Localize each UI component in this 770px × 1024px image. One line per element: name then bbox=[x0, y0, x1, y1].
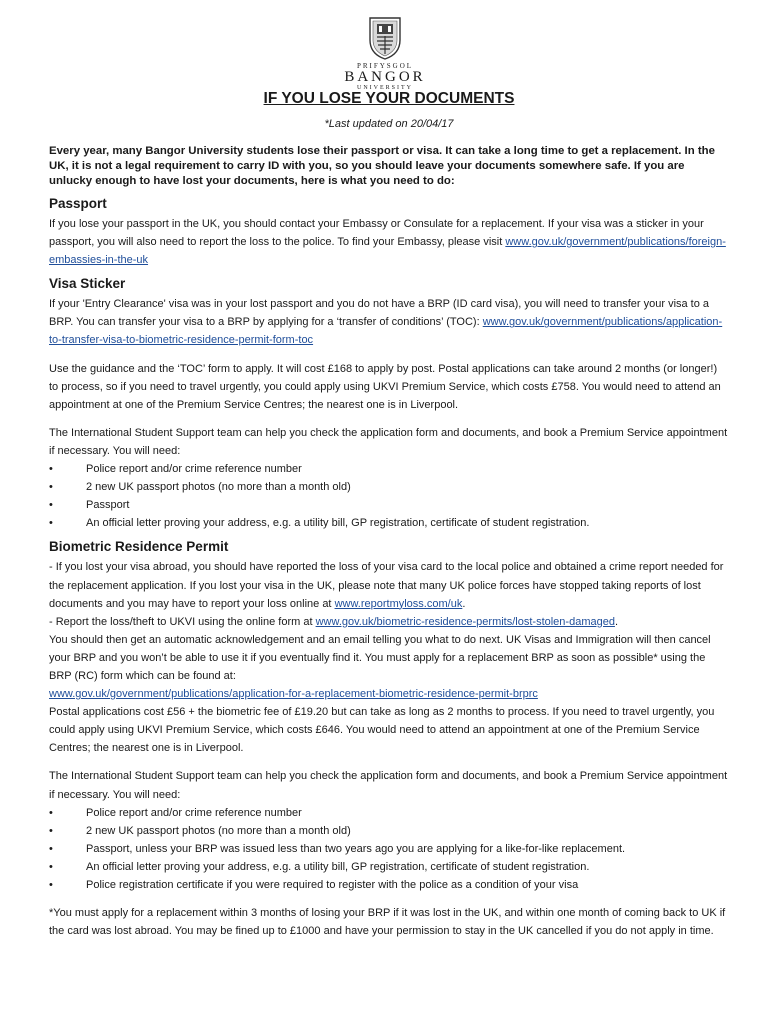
brp-text-2: - Report the loss/theft to UKVI using the online form at bbox=[49, 615, 313, 628]
university-logo bbox=[330, 16, 440, 91]
visa-paragraph-1 bbox=[49, 295, 729, 349]
list-item: • Police registration certificate if you were required to register with the police as a condition of your visa bbox=[49, 876, 729, 894]
page-title: IF YOU LOSE YOUR DOCUMENTS bbox=[263, 90, 515, 107]
visa-text-1: If your 'Entry Clearance' visa was in your lost passport and you do not have a BRP (ID card visa), you will need to transfer your visa to a BRP. You can transfer your visa to a BRP by applying for a ‘transfer of conditions’ (TOC): bbox=[49, 298, 710, 329]
bullet-icon: • bbox=[49, 824, 53, 837]
list-item: • Police report and/or crime reference number bbox=[49, 804, 729, 822]
brp-paragraph-2: The International Student Support team can help you check the application form and documents, and book a Premium Service appointment if necessary. You will need: bbox=[49, 770, 728, 801]
passport-paragraph bbox=[49, 215, 729, 269]
lost-stolen-damaged-link[interactable]: www.gov.uk/biometric-residence-permits/lost-stolen-damaged bbox=[315, 615, 615, 628]
passport-heading: Passport bbox=[49, 196, 107, 211]
visa-requirements-list bbox=[49, 460, 729, 532]
list-item: • Passport bbox=[49, 496, 729, 514]
list-item: • Passport, unless your BRP was issued less than two years ago you are applying for a like-for-like replacement. bbox=[49, 840, 729, 858]
footnote: *You must apply for a replacement within 3 months of losing your BRP if it was lost in the UK, and within one month of coming back to UK if the card was lost abroad. You may be fined up to £1000 and have your permission to stay in the UK cancelled if you do not apply in time. bbox=[49, 907, 726, 938]
bullet-icon: • bbox=[49, 499, 53, 512]
bullet-icon: • bbox=[49, 517, 53, 530]
last-updated: *Last updated on 20/04/17 bbox=[324, 118, 454, 130]
brp-heading: Biometric Residence Permit bbox=[49, 539, 229, 555]
list-item: • Police report and/or crime reference number bbox=[49, 460, 729, 478]
list-item: • 2 new UK passport photos (no more than a month old) bbox=[49, 478, 729, 496]
toc-form-link[interactable]: www.gov.uk/government/publications/application-to-transfer-visa-to-biometric-residence-permit-form-toc bbox=[49, 316, 723, 347]
visa-paragraph-2: Use the guidance and the ‘TOC’ form to apply. It will cost £168 to apply by post. Postal applications can take around 2 months (or longer!) to process, so if you need to travel urgently, you could apply using UKVI Premium Service, which costs £758. You would need to attend an appointment at one of the Premium Service Centres; the nearest one is in Liverpool. bbox=[49, 362, 721, 411]
bullet-icon: • bbox=[49, 860, 53, 873]
brprc-form-link[interactable]: www.gov.uk/government/publications/application-for-a-replacement-biometric-residence-permit-brprc bbox=[49, 688, 538, 701]
bullet-icon: • bbox=[49, 879, 53, 891]
list-item: • An official letter proving your address, e.g. a utility bill, GP registration, certificate of student registration. bbox=[49, 858, 729, 876]
embassies-link[interactable]: www.gov.uk/government/publications/foreign-embassies-in-the-uk bbox=[49, 236, 726, 267]
logo-line-prifysgol: PRIFYSGOL bbox=[356, 62, 414, 70]
brp-text-3: You should then get an automatic acknowledgement and an email telling you what to do next. UK Visas and Immigration will then cancel your BRP and you won’t be able to use it if you eventually find it. You must apply for a replacement BRP as soon as possible* using the BRP (RC) form which can be found at: bbox=[49, 633, 711, 682]
logo-line-bangor: BANGOR bbox=[344, 69, 426, 85]
brp-text-4: Postal applications cost £56 + the biometric fee of £19.20 but can take as long as 2 months to process. If you need to travel urgently, you could apply using UKVI Premium Service, which costs £646. You would need to attend an appointment at one of the Premium Service Centres; the nearest one is in Liverpool. bbox=[49, 706, 715, 755]
crest-icon bbox=[368, 16, 402, 60]
bullet-icon: • bbox=[49, 806, 53, 819]
passport-text: If you lose your passport in the UK, you should contact your Embassy or Consulate for a replacement. If your visa was a sticker in your passport, you will also need to report the loss to the police. To find your Embassy, please visit bbox=[49, 218, 704, 249]
bullet-icon: • bbox=[49, 842, 53, 855]
visa-sticker-heading: Visa Sticker bbox=[49, 276, 126, 292]
brp-requirements-list bbox=[49, 804, 729, 894]
intro-paragraph: Every year, many Bangor University students lose their passport or visa. It can take a long time to get a replacement. In the UK, it is not a legal requirement to carry ID with you, so you should leave your documents somewhere safe. If you are unlucky enough to have lost your documents, here is what you need to do: bbox=[49, 145, 715, 187]
reportmyloss-link[interactable]: www.reportmyloss.com/uk bbox=[334, 597, 463, 610]
brp-text-1: - If you lost your visa abroad, you should have reported the loss of your visa card to the local police and obtained a crime report needed for the replacement application. If you lost your visa in the UK, please note that many UK police forces have stopped taking reports of lost documents and you may have to report your loss online at bbox=[49, 561, 724, 610]
logo-line-university: UNIVERSITY bbox=[357, 85, 413, 91]
document-content bbox=[49, 90, 729, 940]
list-item: • 2 new UK passport photos (no more than a month old) bbox=[49, 822, 729, 840]
bullet-icon: • bbox=[49, 463, 53, 476]
list-item: • An official letter proving your address, e.g. a utility bill, GP registration, certificate of student registration. bbox=[49, 514, 729, 532]
visa-paragraph-3: The International Student Support team can help you check the application form and documents, and book a Premium Service appointment if necessary. You will need: bbox=[49, 426, 728, 457]
brp-paragraph-1: - If you lost your visa abroad, you should have reported the loss of your visa card to the local police and obtained a crime report needed for the replacement application. If you lost your visa in the UK, please note that many UK police forces have stopped taking reports of lost documents and you may have to report your loss online at www.reportmyloss.com/uk. - Report the loss/theft to UKVI using the online form at www.gov.uk/biometric-residence-permits/lost-stolen-damaged. You should then get an automatic acknowledgement and an email telling you what to do next. UK Visas and Immigration will then cancel your BRP and you won’t be able to use it if you eventually find it. You must apply for a replacement BRP as soon as possible* using the BRP (RC) form which can be found at: www.gov.uk/government/publications/application-for-a-replacement-biometric-residence-permit-brprc Postal applications cost £56 + the biometric fee of £19.20 but can take as long as 2 months to process. If you need to travel urgently, you could apply using UKVI Premium Service, which costs £646. You would need to attend an appointment at one of the Premium Service Centres; the nearest one is in Liverpool. bbox=[49, 561, 724, 755]
bullet-icon: • bbox=[49, 481, 53, 494]
